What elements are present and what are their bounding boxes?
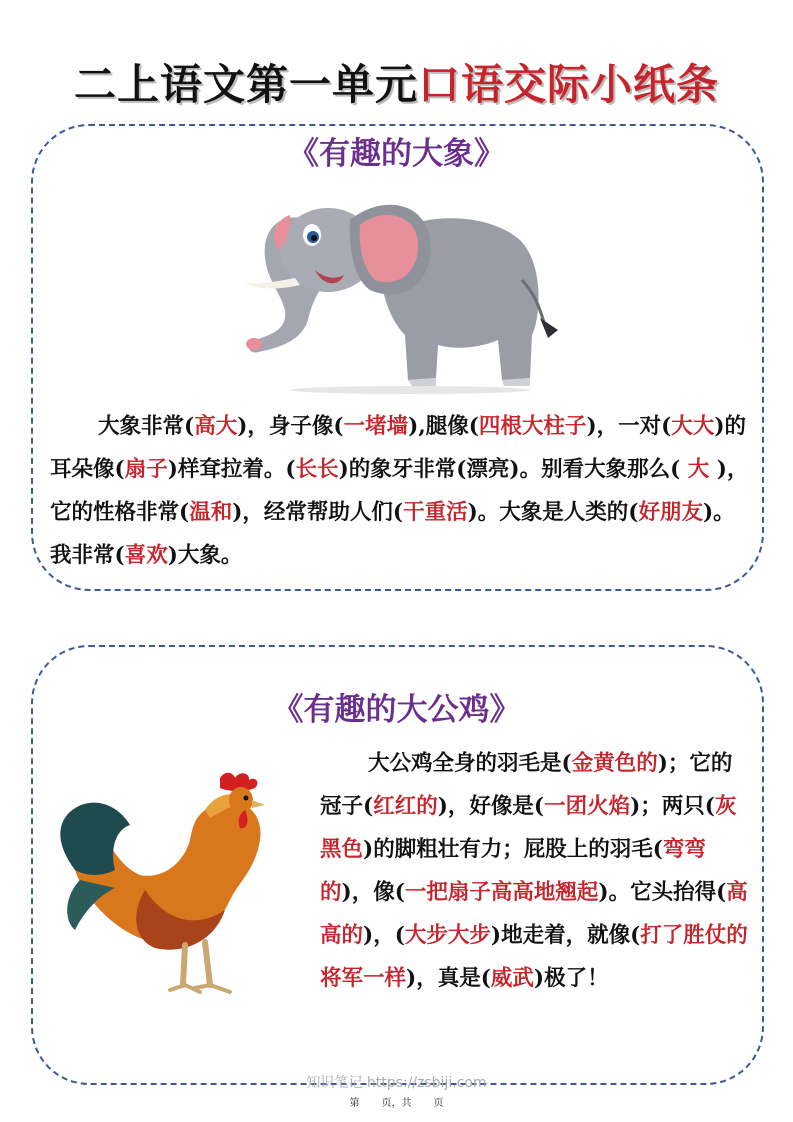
paragraph-text: )地走着，就像( (490, 923, 641, 948)
title-part-red: 口语交际小纸条 (418, 60, 720, 109)
answer-highlight: 喜欢 (124, 543, 168, 568)
answer-highlight: 干重活 (403, 500, 468, 525)
answer-highlight: 高大 (194, 414, 238, 439)
title-part-black: 二上语文第一单元 (73, 60, 418, 109)
answer-highlight: 红红的 (373, 794, 438, 819)
answer-highlight: 温和 (189, 500, 233, 525)
page-middle: 页，共 (381, 1098, 412, 1109)
paragraph-text: )的脚粗壮有力；屁股上的羽毛( (363, 837, 663, 862)
paragraph-text: )，身子像( (237, 414, 344, 439)
elephant-paragraph (50, 405, 750, 577)
paragraph-text: )；它的冠子( (320, 751, 733, 819)
answer-highlight: 四根大柱子 (478, 414, 587, 439)
answer-highlight: 大步大步 (404, 923, 491, 948)
answer-highlight: 大大 (671, 414, 715, 439)
paragraph-text: )样耷拉着。( (167, 457, 296, 482)
paragraph-text: )的耳朵像( (50, 414, 746, 482)
paragraph-text: ),腿像( (408, 414, 479, 439)
answer-highlight: 长长 (295, 457, 339, 482)
rooster-paragraph (320, 742, 750, 1000)
paragraph-text: 大公鸡全身的羽毛是( (368, 751, 572, 776)
page-prefix: 第 (349, 1098, 360, 1109)
answer-highlight: 高高的 (320, 880, 748, 948)
paragraph-text: )，像( (341, 880, 405, 905)
answer-highlight: 一团火焰 (544, 794, 631, 819)
paragraph-text: )，( (363, 923, 405, 948)
answer-highlight: 打了胜仗的将军一样 (320, 923, 748, 991)
paragraph-text: )，真是( (406, 966, 491, 991)
paragraph-text: )。大象是人类的( (467, 500, 639, 525)
rooster-heading: 《有趣的大公鸡》 (272, 692, 521, 728)
answer-highlight: 灰黑色 (320, 794, 737, 862)
paragraph-text: )，它的性格非常( (50, 457, 749, 525)
answer-highlight: 一把扇子高高地翘起 (404, 880, 599, 905)
paragraph-text: )，一对( (586, 414, 672, 439)
paragraph-text: )；两只( (630, 794, 715, 819)
page-title (0, 52, 793, 112)
page-number (0, 1094, 793, 1109)
elephant-illustration (240, 190, 565, 395)
paragraph-text: )，经常帮助人们( (232, 500, 404, 525)
answer-highlight: 弯弯的 (320, 837, 706, 905)
page-suffix: 页 (433, 1098, 444, 1109)
paragraph-text: )大象。 (167, 543, 243, 568)
paragraph-text: )，好像是( (437, 794, 545, 819)
paragraph-text: )。它头抬得( (598, 880, 727, 905)
watermark: 知识笔记 https://zsbiji.com (306, 1075, 487, 1091)
answer-highlight: 威武 (490, 966, 534, 991)
paragraph-text: )。我非常( (50, 500, 735, 568)
elephant-heading: 《有趣的大象》 (288, 136, 505, 172)
answer-highlight: 扇子 (124, 457, 168, 482)
answer-highlight: 一堵墙 (343, 414, 409, 439)
answer-highlight: 大 (687, 457, 710, 482)
answer-highlight: 金黄色的 (571, 751, 658, 776)
paragraph-text: )极了！ (533, 966, 609, 991)
answer-highlight: 好朋友 (638, 500, 703, 525)
rooster-photo (55, 770, 295, 1020)
paragraph-text: )的象牙非常(漂亮)。别看大象那么( (338, 457, 688, 482)
paragraph-text: 大象非常( (98, 414, 195, 439)
